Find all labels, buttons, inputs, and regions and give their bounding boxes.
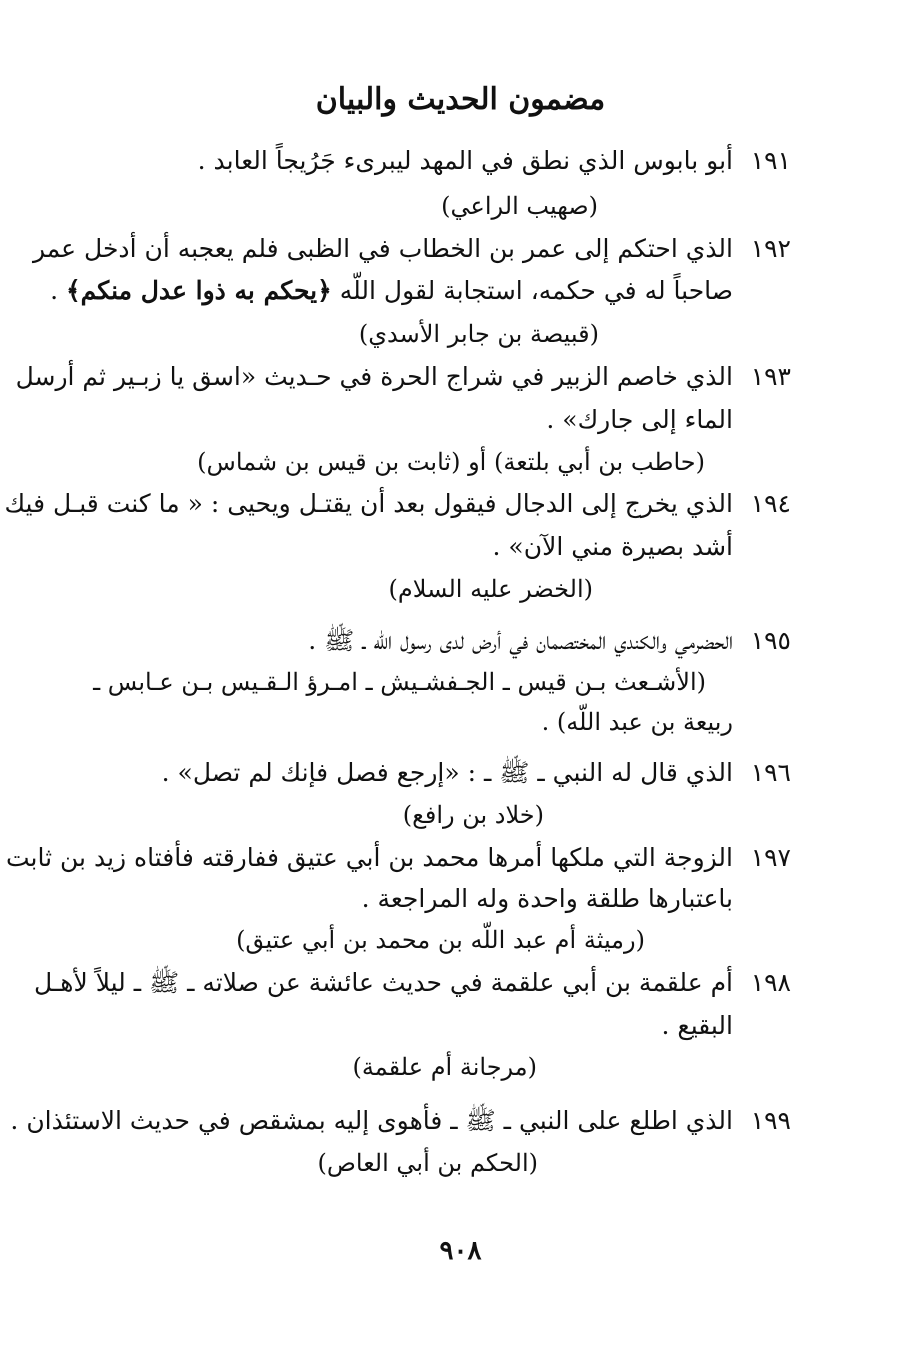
entry-attribution: (الحكم بن أبي العاص) bbox=[317, 1149, 538, 1177]
entry-text: الذي قال له النبي ـ ﷺ ـ : «إرجع فصل فإنك لم تصل» . bbox=[161, 758, 733, 787]
entry-attribution: (رميثة أم عبد اللّه بن محمد بن أبي عتيق) bbox=[236, 926, 645, 954]
entry-attribution: (الخضر عليه السلام) bbox=[388, 575, 593, 603]
entry-number: ١٩٧ bbox=[750, 843, 791, 872]
quran-quote: ﴿يحكم به ذوا عدل منكم﴾ bbox=[66, 276, 332, 305]
entry-number: ١٩٩ bbox=[750, 1106, 791, 1135]
entry-text bbox=[50, 278, 733, 303]
entry-text: الزوجة التي ملكها أمرها محمد بن أبي عتيق ففارقته فأفتاه زيد بن ثابت bbox=[5, 843, 733, 872]
entry-attribution: (مرجانة أم علقمة) bbox=[352, 1053, 537, 1081]
page-number: ٩٠٨ bbox=[439, 1236, 482, 1266]
entry-number: ١٩٥ bbox=[750, 626, 791, 655]
entry-text: أم علقمة بن أبي علقمة في حديث عائشة عن صلاته ـ ﷺ ـ ليلاً لأهـل bbox=[34, 968, 733, 997]
entry-attribution: (صهيب الراعي) bbox=[441, 192, 598, 220]
entry-text: الذي يخرج إلى الدجال فيقول بعد أن يقتـل ويحيى : « ما كنت قبـل فيك bbox=[4, 489, 733, 518]
entry-number: ١٩١ bbox=[750, 146, 791, 175]
entry-text: الذي خاصم الزبير في شراج الحرة في حـديث «اسق يا زبـير ثم أرسل bbox=[15, 362, 733, 391]
entry-number: ١٩٢ bbox=[750, 234, 791, 263]
entry-text-part: . bbox=[50, 276, 59, 305]
entry-text: باعتبارها طلقة واحدة وله المراجعة . bbox=[361, 884, 733, 913]
entry-number: ١٩٤ bbox=[750, 489, 791, 518]
entry-attribution: (خلاد بن رافع) bbox=[402, 801, 544, 829]
entry-attribution: (حاطب بن أبي بلتعة) أو (ثابت بن قيس بن شماس) bbox=[197, 448, 705, 476]
entry-number: ١٩٨ bbox=[750, 968, 791, 997]
entry-text: الحضرمي والكندي المختصمان في أرض لدى رسول اللّه ـ ﷺ . bbox=[308, 626, 733, 655]
page-title: مضمون الحديث والبيان bbox=[315, 82, 606, 117]
entry-text: أبو بابوس الذي نطق في المهد ليبرىء جَرُيجاً العابد . bbox=[197, 146, 733, 175]
entry-attribution: ربيعة بن عبد اللّه) . bbox=[541, 708, 733, 736]
entry-text: الذي احتكم إلى عمر بن الخطاب في الظبى فلم يعجبه أن أدخل عمر bbox=[32, 234, 733, 263]
entry-text: أشد بصيرة مني الآن» . bbox=[492, 532, 733, 561]
entry-text: الماء إلى جارك» . bbox=[546, 405, 733, 434]
entry-text: البقيع . bbox=[661, 1011, 733, 1040]
entry-text: الذي اطلع على النبي ـ ﷺ ـ فأهوى إليه بمشقص في حديث الاستئذان . bbox=[10, 1106, 733, 1135]
entry-attribution: (الأشـعث بـن قيس ـ الجـفشـيش ـ امـرؤ الـقـيس بـن عـابس ـ bbox=[93, 668, 706, 696]
entry-number: ١٩٦ bbox=[750, 758, 791, 787]
entry-number: ١٩٣ bbox=[750, 362, 791, 391]
entry-attribution: (قبيصة بن جابر الأسدي) bbox=[358, 320, 599, 348]
entry-text-part: صاحباً له في حكمه، استجابة لقول اللّه bbox=[339, 276, 733, 305]
